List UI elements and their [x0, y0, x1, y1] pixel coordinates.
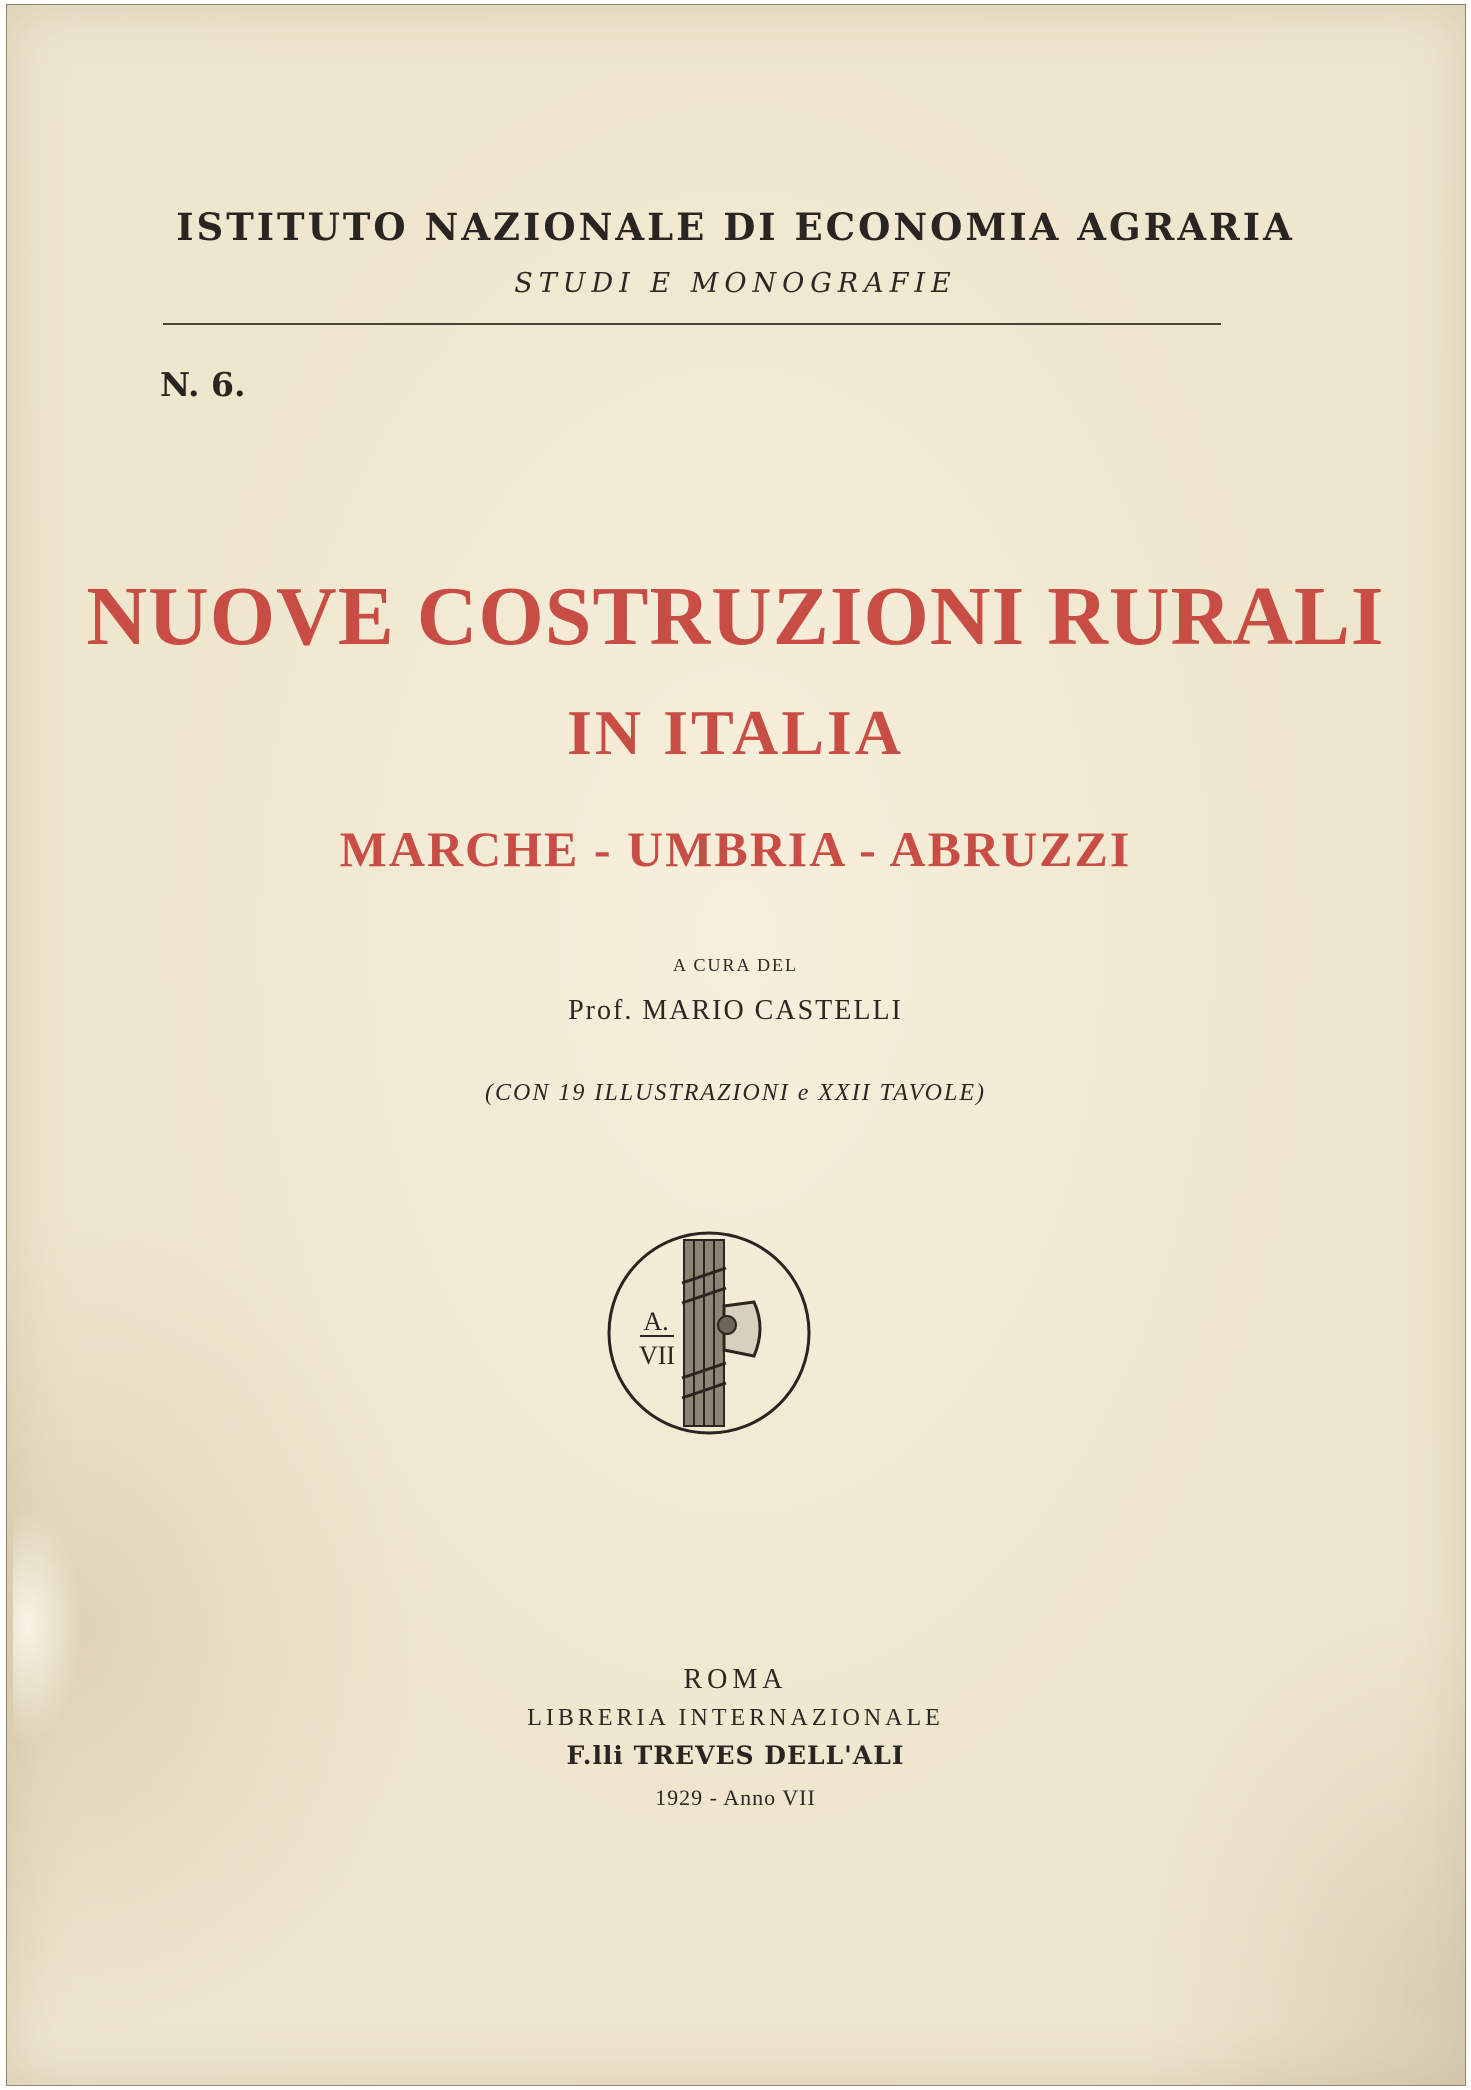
title-line-2: IN ITALIA	[567, 697, 904, 768]
header-rule	[163, 323, 1221, 325]
illustrations-note: (CON 19 ILLUSTRAZIONI e XXII TAVOLE)	[485, 1080, 986, 1106]
institute-name: ISTITUTO NAZIONALE DI ECONOMIA AGRARIA	[176, 205, 1295, 249]
axe-blade	[718, 1302, 760, 1356]
curator-name: Prof. MARIO CASTELLI	[568, 995, 903, 1026]
fasces-emblem-icon	[604, 1228, 814, 1438]
title-line-1: NUOVE COSTRUZIONI RURALI	[86, 570, 1385, 663]
imprint-city: ROMA	[683, 1664, 788, 1695]
title-line-3: MARCHE - UMBRIA - ABRUZZI	[339, 821, 1132, 877]
imprint-date: 1929 - Anno VII	[655, 1785, 816, 1810]
volume-number: N. 6.	[160, 365, 246, 404]
fasces-rods	[682, 1240, 726, 1426]
emblem-text-line-1: A.	[643, 1307, 669, 1336]
imprint-firm: F.lli TREVES DELL'ALI	[566, 1741, 905, 1770]
curator-intro: A CURA DEL	[672, 955, 798, 975]
emblem-text-line-2: VII	[638, 1341, 676, 1370]
imprint-publisher: LIBRERIA INTERNAZIONALE	[527, 1705, 944, 1731]
book-cover	[6, 4, 1466, 2086]
series-name: STUDI E MONOGRAFIE	[514, 268, 957, 299]
